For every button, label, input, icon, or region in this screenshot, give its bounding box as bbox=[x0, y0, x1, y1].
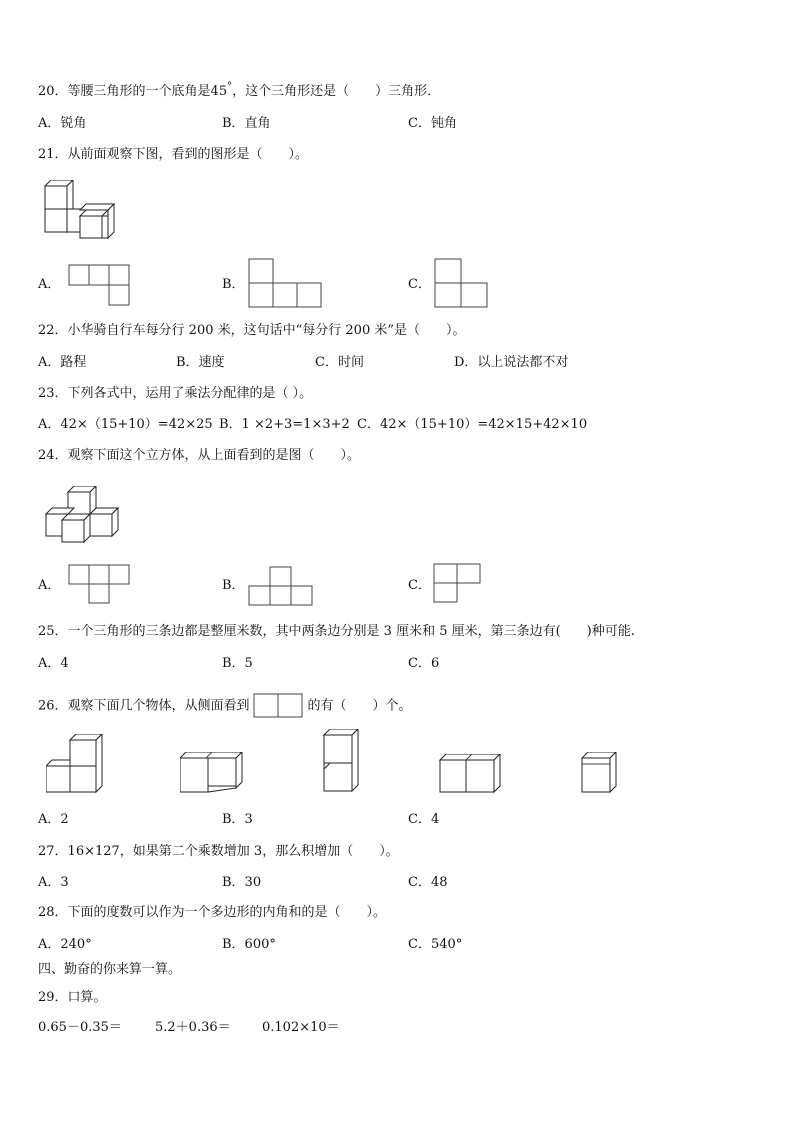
q25-option-a[interactable]: A．4 bbox=[38, 656, 69, 671]
q26-object-3 bbox=[322, 729, 362, 795]
q27-option-a[interactable]: A．3 bbox=[38, 875, 69, 890]
q21-option-c[interactable]: C． bbox=[408, 277, 431, 292]
q21-option-b[interactable]: B． bbox=[222, 277, 245, 292]
q23-option-a[interactable]: A．42×（15+10）=42×25 bbox=[38, 417, 213, 432]
q24-option-a[interactable]: A． bbox=[38, 578, 61, 593]
q25-option-b[interactable]: B．5 bbox=[222, 656, 253, 671]
q20-option-b[interactable]: B．直角 bbox=[222, 116, 271, 131]
q27-stem: 27．16×127，如果第二个乘数增加 3，那么积增加（ ）。 bbox=[38, 844, 399, 859]
section-heading: 四、勤奋的你来算一算。 bbox=[38, 962, 182, 977]
q20-option-c[interactable]: C．钝角 bbox=[408, 116, 457, 131]
q24-option-c[interactable]: C． bbox=[408, 578, 431, 593]
q20-stem-part1: 20．等腰三角形的一个底角是45 bbox=[38, 84, 228, 99]
q26-option-a[interactable]: A．2 bbox=[38, 812, 69, 827]
q26-option-b[interactable]: B．3 bbox=[222, 812, 253, 827]
q21-option-a-figure bbox=[68, 264, 132, 308]
q21-cube-figure bbox=[42, 180, 122, 242]
q24-option-b[interactable]: B． bbox=[222, 578, 245, 593]
q26-stem-part1: 26．观察下面几个物体，从侧面看到 bbox=[38, 698, 250, 714]
q24-cube-figure bbox=[44, 486, 124, 546]
q24-option-b-figure bbox=[248, 566, 314, 608]
q24-option-c-figure bbox=[433, 563, 485, 605]
q26-object-1 bbox=[46, 734, 106, 794]
q29-item-3: 0.102×10＝ bbox=[262, 1020, 340, 1035]
q28-option-c[interactable]: C．540° bbox=[408, 937, 463, 952]
q22-option-a[interactable]: A．路程 bbox=[38, 355, 87, 370]
q27-option-c[interactable]: C．48 bbox=[408, 875, 448, 890]
q29-item-1: 0.65－0.35＝ bbox=[38, 1020, 122, 1035]
q28-option-a[interactable]: A．240° bbox=[38, 937, 92, 952]
q26-stem bbox=[38, 693, 412, 719]
q28-option-b[interactable]: B．600° bbox=[222, 937, 276, 952]
q22-option-d[interactable]: D．以上说法都不对 bbox=[454, 355, 569, 370]
q29-item-2: 5.2＋0.36＝ bbox=[155, 1020, 231, 1035]
q23-stem: 23．下列各式中，运用了乘法分配律的是（ ）。 bbox=[38, 386, 313, 401]
q25-stem: 25．一个三角形的三条边都是整厘米数，其中两条边分别是 3 厘米和 5 厘米，第三条边有( )种可能. bbox=[38, 624, 635, 639]
q26-stem-part2: 的有（ ）个。 bbox=[307, 698, 412, 714]
q26-object-5 bbox=[580, 752, 622, 794]
q25-option-c[interactable]: C．6 bbox=[408, 656, 440, 671]
q24-option-a-figure bbox=[68, 564, 132, 606]
q22-option-b[interactable]: B．速度 bbox=[176, 355, 225, 370]
q26-option-c[interactable]: C．4 bbox=[408, 812, 440, 827]
q21-stem: 21．从前面观察下图，看到的图形是（ ）。 bbox=[38, 147, 309, 162]
q29-stem: 29．口算。 bbox=[38, 990, 107, 1005]
q26-object-2 bbox=[180, 752, 246, 794]
q21-option-c-figure bbox=[434, 258, 490, 310]
q24-stem: 24．观察下面这个立方体，从上面看到的是图（ ）。 bbox=[38, 448, 361, 463]
q23-option-b[interactable]: B．1 ×2+3=1×3+2 bbox=[219, 417, 350, 432]
q26-inline-figure bbox=[253, 693, 305, 719]
q22-stem: 22．小华骑自行车每分行 200 米，这句话中“每分行 200 米”是（ ）。 bbox=[38, 323, 466, 338]
degree-symbol: ° bbox=[227, 81, 233, 92]
q27-option-b[interactable]: B．30 bbox=[222, 875, 262, 890]
q21-option-b-figure bbox=[248, 258, 324, 310]
q20-stem bbox=[38, 81, 441, 101]
q21-option-a[interactable]: A． bbox=[38, 277, 61, 292]
q26-object-4 bbox=[438, 754, 504, 794]
q28-stem: 28．下面的度数可以作为一个多边形的内角和的是（ ）。 bbox=[38, 905, 387, 920]
q20-option-a[interactable]: A．锐角 bbox=[38, 116, 87, 131]
q22-option-c[interactable]: C．时间 bbox=[315, 355, 364, 370]
q20-stem-part2: ，这个三角形还是（ ）三角形． bbox=[232, 84, 441, 99]
q23-option-c[interactable]: C．42×（15+10）=42×15+42×10 bbox=[357, 417, 588, 432]
